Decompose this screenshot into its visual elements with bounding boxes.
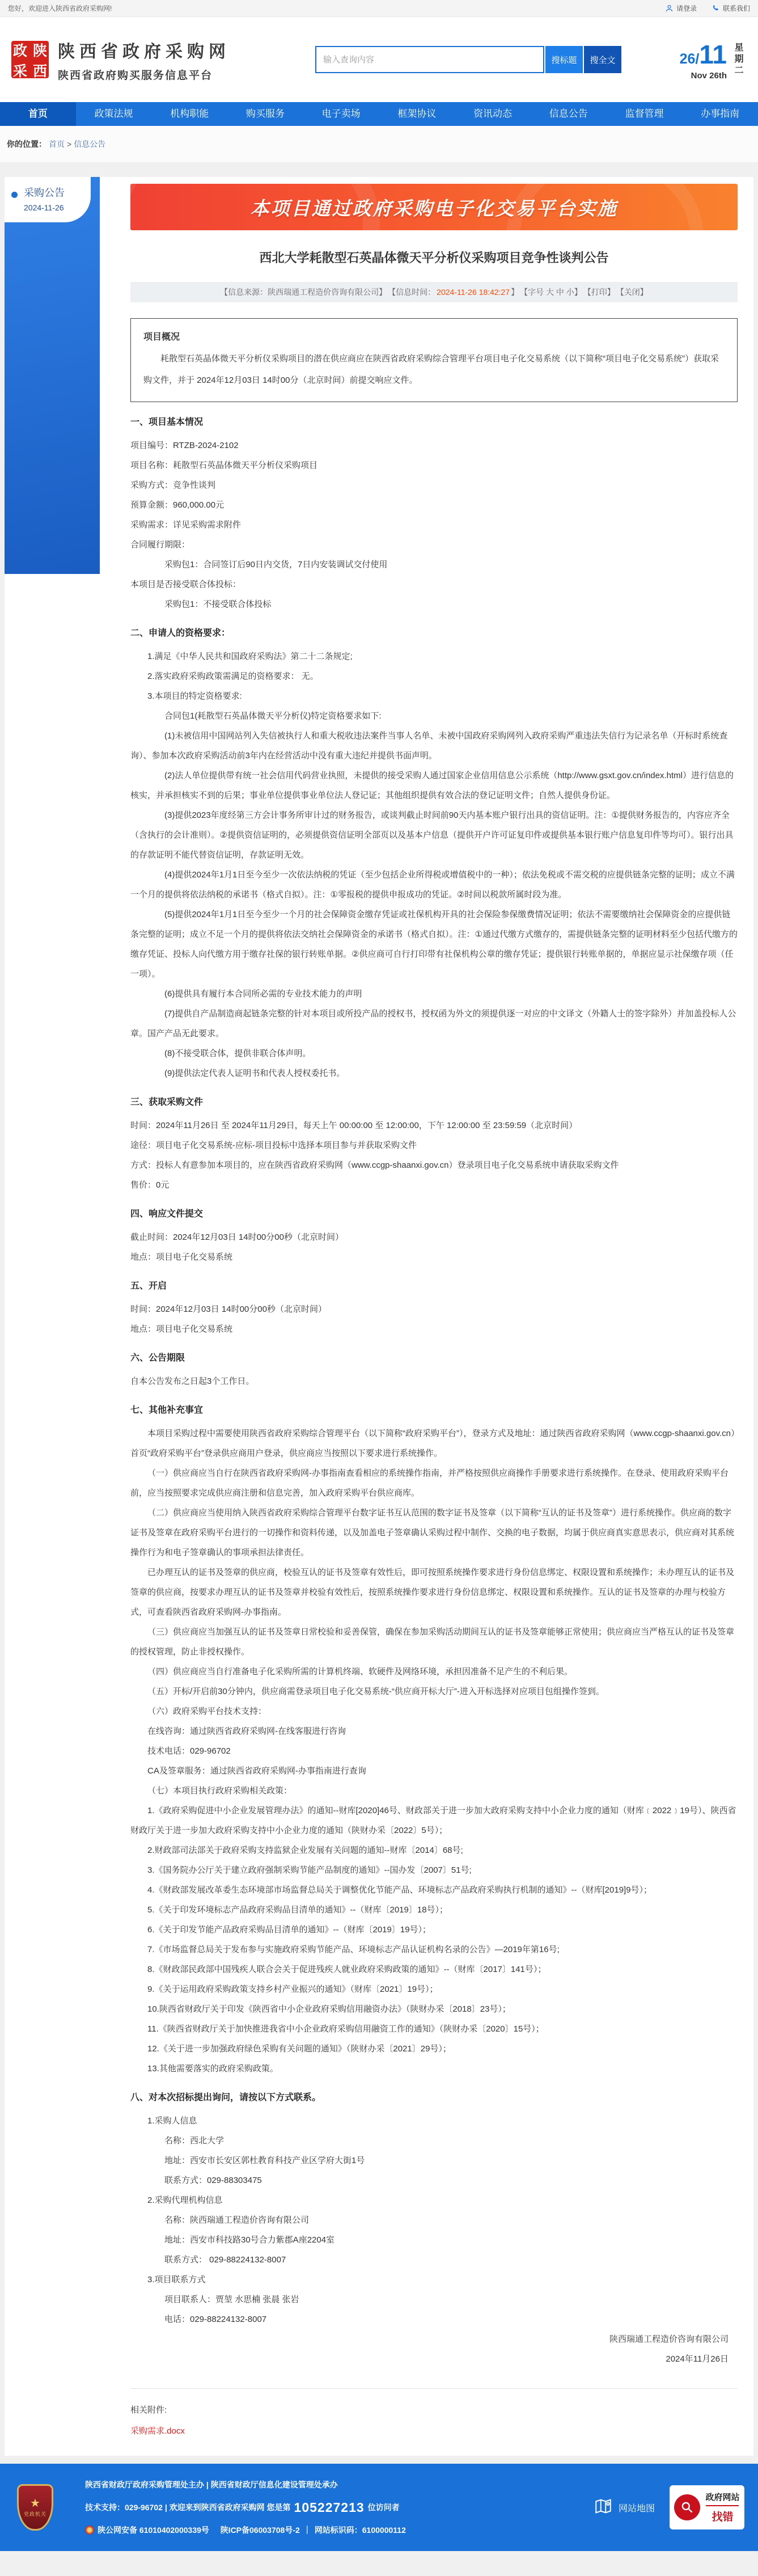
article-paragraph: 合同包1(耗散型石英晶体微天平分析仪)特定资格要求如下:: [164, 711, 382, 721]
article-paragraph: (1)未被信用中国网站列入失信被执行人和重大税收违法案件当事人名单、未被中国政府采购网列入政府采购严重违法失信行为记录名单（开标时系统查询）、参加本次政府采购活动前3年内在经营活动中没有重大违纪并提供书面声明。: [130, 731, 728, 761]
government-shield-icon: ★ 党政机关: [17, 2484, 53, 2531]
map-icon: [594, 2497, 613, 2519]
article-paragraph: 4.《财政部发展改革委生态环境部市场监督总局关于调整优化节能产品、环境标志产品政府采购执行机制的通知》--（财库[2019]9号）；: [147, 1885, 653, 1895]
article-paragraph: （一）供应商应当自行在陕西省政府采购网-办事指南查看相应的系统操作指南，并严格按照供应商操作手册要求进行系统操作。在登录、使用政府采购平台前，应当按照要求完成供应商注册和信息完善，加入政府采购平台供应商库。: [130, 1468, 729, 1498]
content-card: [5, 177, 753, 2456]
info-source: 【信息来源：陕西瑞通工程造价咨询有限公司】: [220, 288, 387, 297]
icp-record[interactable]: 陕ICP备06003708号-2: [220, 2526, 300, 2535]
article-paragraph: 时间：2024年11月26日 至 2024年11月29日，每天上午 00:00:00 至 12:00:00，下午 12:00:00 至 23:59:59（北京时间）: [130, 1121, 578, 1130]
article-paragraph: (5)提供2024年1月1日至今至少一个月的社会保障资金缴存凭证或社保机构开具的社会保险参保缴费情况证明；依法不需要缴纳社会保障资金的应提供链条完整的证明；成立不足一个月的提供将依法交纳社会保障资金的承诺书（格式自拟）。注：①通过代缴方式缴存的，需提供链条完整的证明材料至少包括代缴方的缴存凭证、投标人向代缴方用于缴存社保的银行转账单据。②供应商可自行打印带有社保机构公章的缴存凭证；提供银行转账单据的，单据应显示社保缴存项（任一项）。: [130, 910, 738, 979]
error-report-badge[interactable]: 政府网站 找错: [670, 2485, 744, 2529]
footer-right: [594, 2485, 744, 2529]
article-paragraph: (8)不接受联合体，提供非联合体声明。: [164, 1049, 311, 1058]
article-paragraph: （七）本项目执行政府采购相关政策：: [147, 1786, 293, 1796]
brand-text: [58, 37, 230, 82]
article-paragraph: (7)提供自产品制造商起链条完整的针对本项目或所投产品的授权书，授权函为外文的须提供逐一对应的中文译文（外籍人士的签字除外）并加盖投标人公章。国产产品无此要求。: [130, 1009, 736, 1038]
article-paragraph: 12.《关于进一步加强政府绿色采购有关问题的通知》（陕财办采〔2021〕29号）；: [147, 2044, 451, 2054]
site-logo: 政 陕 采 西: [10, 40, 50, 79]
date-english: Nov 26th: [691, 70, 727, 81]
platform-banner: 本项目通过政府采购电子化交易平台实施: [130, 184, 738, 230]
section-heading: 四、响应文件提交: [130, 1209, 204, 1219]
article-paragraph: 地址：西安市科技路30号合力紫郡A座2204室: [164, 2235, 335, 2245]
nav-item-信息公告[interactable]: 信息公告: [549, 108, 588, 119]
article-paragraph: 采购包1：不接受联合体投标: [164, 599, 272, 609]
main-nav: [0, 102, 758, 126]
attachment-link[interactable]: 采购需求.docx: [130, 2426, 185, 2436]
font-size-control[interactable]: 【字号 大 中 小】: [520, 288, 582, 297]
search-input[interactable]: [315, 46, 544, 73]
section-heading: 三、获取采购文件: [130, 1097, 204, 1107]
section-heading: 二、申请人的资格要求：: [130, 628, 231, 638]
section-heading: 八、对本次招标提出询问，请按以下方式联系。: [130, 2093, 321, 2102]
article-paragraph: 2.落实政府采购政策需满足的资格要求： 无。: [147, 672, 319, 681]
article-paragraph: 在线咨询：通过陕西省政府采购网-在线客服进行咨询: [147, 1726, 346, 1736]
article-paragraph: 8.《财政部民政部中国残疾人联合会关于促进残疾人就业政府采购政策的通知》--（财库〔2017〕141号）；: [147, 1965, 547, 1974]
article-paragraph: 时间：2024年12月03日 14时00分00秒（北京时间）: [130, 1304, 327, 1314]
footer-text: [85, 2473, 406, 2541]
attachment-section: [130, 2388, 738, 2436]
spacer: [0, 2456, 758, 2464]
article-paragraph: （三）供应商应当加强互认的证书及签章日常校验和妥善保管，确保在参加采购活动期间互认的证书及签章能够正常使用；供应商应当严格互认的证书及签章的授权管理，防止非授权操作。: [130, 1627, 735, 1657]
login-link[interactable]: 请登录: [665, 3, 697, 13]
article-paragraph: （五）开标/开启前30分钟内，供应商需登录项目电子化交易系统-“供应商开标大厅”-进入开标选择对应项目包组操作签到。: [147, 1687, 604, 1696]
article-paragraph: 1.满足《中华人民共和国政府采购法》第二十二条规定;: [147, 652, 353, 661]
weekday-label: 星期二: [733, 42, 743, 77]
article-paragraph: 2.财政部司法部关于政府采购支持监狱企业发展有关问题的通知--财库〔2014〕68号;: [147, 1846, 463, 1855]
page-title: 西北大学耗散型石英晶体微天平分析仪采购项目竞争性谈判公告: [259, 251, 609, 265]
attachment-label: 相关附件:: [130, 2405, 167, 2415]
article-paragraph: 2.采购代理机构信息: [147, 2195, 223, 2205]
article-paragraph: 陕西瑞通工程造价咨询有限公司: [609, 2334, 729, 2344]
article-paragraph: 自本公告发布之日起3个工作日。: [130, 1376, 255, 1386]
article-paragraph: (3)提供2023年度经第三方会计事务所审计过的财务报告，或谈判截止时间前90天内基本账户银行出具的资信证明。注：①提供财务报告的，内容应齐全（含执行的会计准则）。②提供资信证明的，必须提供资信证明全部页以及基本户信息（提供开户许可证复印件或提供基本银行账户信息复印件等均可）。银行出具的存款证明不能代替资信证明，存款证明无效。: [130, 810, 734, 860]
breadcrumb-current[interactable]: 信息公告: [74, 140, 106, 149]
article-paragraph: 1.《政府采购促进中小企业发展管理办法》的通知--财库[2020]46号、财政部关于进一步加大政府采购支持中小企业力度的通知（财库﹝2022﹞19号）、陕西省财政厅关于进一步加大政府采购支持中小企业力度的通知（陕财办采〔2022〕5号）；: [130, 1806, 736, 1835]
nav-item-机构职能[interactable]: 机构职能: [170, 108, 209, 119]
nav-item-购买服务[interactable]: 购买服务: [245, 108, 285, 119]
article-paragraph: (6)提供具有履行本合同所必需的专业技术能力的声明: [164, 989, 362, 999]
nav-item-资讯动态[interactable]: 资讯动态: [473, 108, 513, 119]
article-paragraph: 地点：项目电子化交易系统: [130, 1252, 233, 1262]
footer-organizer: 陕西省财政厅政府采购管理处主办 | 陕西省财政厅信息化建设管理处承办: [85, 2480, 338, 2489]
site-header: [0, 17, 758, 102]
close-button[interactable]: 【关闭】: [616, 288, 648, 297]
footer-registration: 陕公网安备 61010402000339号 陕ICP备06003708号-2 ｜ 网站标识码：6100000112: [85, 2519, 406, 2541]
article-paragraph: 本项目采购过程中需要使用陕西省政府采购综合管理平台（以下简称“政府采购平台”），登录方式及地址：通过陕西省政府采购网（www.ccgp-shaanxi.gov.cn）首页“政府采购平台”登录供应商用户登录，供应商应当按照以下要求进行系统操作。: [130, 1429, 735, 1458]
article-paragraph: （四）供应商应当自行准备电子化采购所需的计算机终端、软硬件及网络环境，承担因准备不足产生的不利后果。: [147, 1667, 573, 1676]
bullet-icon: [11, 192, 18, 198]
breadcrumb-home[interactable]: 首页: [49, 140, 65, 149]
sidebar-item-procurement-notice[interactable]: 采购公告 2024-11-26: [5, 177, 91, 222]
article-paragraph: 名称：陕西瑞通工程造价咨询有限公司: [164, 2215, 310, 2225]
article-paragraph: 1.采购人信息: [147, 2116, 197, 2126]
police-badge-icon: [85, 2526, 94, 2535]
article-paragraph: 电话：029-88224132-8007: [164, 2315, 267, 2324]
print-button[interactable]: 【打印】: [583, 288, 615, 297]
overview-title: 项目概况: [143, 332, 180, 342]
article-paragraph: (2)法人单位提供带有统一社会信用代码营业执照，未提供的接受采购人通过国家企业信用信息公示系统（http://www.gsxt.gov.cn/index.html）进行信息的核实，并承担核实不到的后果；事业单位提供事业单位法人登记证；其他组织提供有效合法的登记证明文件；自然人提供身份证。: [130, 771, 734, 800]
article-paragraph: 本项目是否接受联合体投标：: [130, 580, 242, 589]
article-paragraph: 技术电话：029-96702: [147, 1746, 231, 1756]
topbar-actions: [665, 3, 750, 13]
section-heading: 五、开启: [130, 1281, 167, 1291]
search-fulltext-button[interactable]: 搜全文: [584, 46, 621, 73]
nav-item-办事指南[interactable]: 办事指南: [701, 108, 740, 119]
contact-link[interactable]: 联系我们: [712, 3, 750, 13]
info-time: 2024-11-26 18:42:27: [437, 288, 510, 297]
article-paragraph: 7.《市场监督总局关于发布参与实施政府采购节能产品、环境标志产品认证机构名录的公告》—2019年第16号;: [147, 1945, 560, 1954]
article-paragraph: 11.《陕西省财政厅关于加快推进我省中小企业政府采购信用融资工作的通知》（陕财办采〔2020〕15号）；: [147, 2024, 544, 2034]
date-numbers: 26/11 Nov 26th: [679, 39, 727, 81]
article-paragraph: 采购包1：合同签订后90日内交货，7日内安装调试交付使用: [164, 560, 388, 569]
article-paragraph: 方式：投标人有意参加本项目的，应在陕西省政府采购网（www.ccgp-shaanxi.gov.cn）登录项目电子化交易系统申请获取采购文件: [130, 1160, 619, 1170]
phone-icon: [712, 4, 720, 12]
nav-item-监督管理[interactable]: 监督管理: [625, 108, 664, 119]
nav-item-电子卖场[interactable]: 电子卖场: [321, 108, 361, 119]
article-paragraph: 项目名称：耗散型石英晶体微天平分析仪采购项目: [130, 461, 318, 470]
site-subtitle: 陕西省政府购买服务信息平台: [58, 69, 213, 82]
article-paragraph: (9)提供法定代表人证明书和代表人授权委托书。: [164, 1069, 345, 1078]
article-paragraph: 合同履行期限：: [130, 540, 190, 550]
site-footer: [0, 2464, 758, 2551]
article-body: [130, 412, 738, 2369]
section-heading: 七、其他补充事宜: [130, 1405, 204, 1415]
sitemap-link[interactable]: 网站地图: [594, 2497, 655, 2519]
security-record[interactable]: 陕公网安备 61010402000339号: [98, 2526, 209, 2535]
brand: [10, 37, 230, 82]
sidebar: [5, 177, 100, 574]
article: [100, 177, 753, 2436]
article-paragraph: 地点：项目电子化交易系统: [130, 1324, 233, 1334]
article-meta-bar: 【信息来源：陕西瑞通工程造价咨询有限公司】 【信息时间： 2024-11-26 18:42:27 】 【字号 大 中 小】 【打印】 【关闭】: [130, 282, 738, 302]
article-paragraph: 9.《关于运用政府采购政策支持乡村产业振兴的通知》（财库〔2021〕19号）；: [147, 1984, 438, 1994]
sidebar-date: 2024-11-26: [24, 203, 64, 212]
article-paragraph: 联系方式： 029-88224132-8007: [164, 2255, 286, 2265]
article-paragraph: 6.《关于印发节能产品政府采购品目清单的通知》--（财库〔2019〕19号）；: [147, 1925, 431, 1935]
nav-item-首页[interactable]: 首页: [0, 102, 76, 126]
welcome-text: 您好，欢迎进入陕西省政府采购网!: [8, 5, 112, 12]
project-overview-box: [130, 318, 738, 402]
section-heading: 一、项目基本情况: [130, 417, 204, 427]
breadcrumb: 你的位置： 首页 > 信息公告: [0, 126, 758, 162]
article-paragraph: CA及签章服务：通过陕西省政府采购网-办事指南进行查询: [147, 1766, 366, 1776]
magnifier-icon: [674, 2494, 700, 2520]
article-paragraph: 名称：西北大学: [164, 2136, 225, 2146]
article-paragraph: 5.《关于印发环境标志产品政府采购品目清单的通知》--（财库〔2019〕18号）；: [147, 1905, 448, 1915]
section-heading: 六、公告期限: [130, 1353, 185, 1363]
article-paragraph: 3.本项目的特定资格要求:: [147, 691, 242, 701]
footer-visitors: 技术支持：029-96702 | 欢迎来到陕西省政府采购网 您是第 105227213 位访问者: [85, 2496, 406, 2519]
article-paragraph: 项目联系人：贾堃 水思楠 张晨 张岩: [164, 2295, 299, 2304]
nav-item-政策法规[interactable]: 政策法规: [94, 108, 133, 119]
search-bar: [315, 46, 621, 73]
article-paragraph: 项目编号：RTZB-2024-2102: [130, 441, 239, 450]
search-title-button[interactable]: 搜标题: [545, 46, 583, 73]
user-icon: [665, 4, 674, 12]
article-paragraph: 3.项目联系方式: [147, 2275, 206, 2284]
date-widget: [680, 39, 748, 81]
article-paragraph: 13.其他需要落实的政府采购政策。: [147, 2064, 278, 2074]
article-paragraph: 3.《国务院办公厅关于建立政府强制采购节能产品制度的通知》--国办发〔2007〕51号;: [147, 1865, 472, 1875]
article-paragraph: （六）政府采购平台技术支持：: [147, 1707, 267, 1716]
article-paragraph: 2024年11月26日: [666, 2354, 729, 2364]
nav-item-框架协议[interactable]: 框架协议: [397, 108, 437, 119]
article-paragraph: (4)提供2024年1月1日至今至少一次依法纳税的凭证（至少包括企业所得税或增值税中的一种）；依法免税或不需交税的应提供链条完整的证明；成立不满一个月的提供将依法纳税的承诺书（格式自拟）。注：①零报税的提供申报成功的凭证。②时间以税款所属时段为准。: [130, 870, 735, 900]
site-title: 陕西省政府采购网: [58, 42, 230, 61]
visitor-count: 105227213: [294, 2500, 365, 2515]
article-paragraph: 联系方式：029-88303475: [164, 2176, 262, 2185]
article-paragraph: 采购方式：竞争性谈判: [130, 480, 216, 490]
overview-text: 耗散型石英晶体微天平分析仪采购项目的潜在供应商应在陕西省政府采购综合管理平台项目电子化交易系统（以下简称“项目电子化交易系统”）获取采购文件，并于 2024年12月03日 14时00分（北京时间）前提交响应文件。: [143, 354, 719, 385]
article-paragraph: 途径：项目电子化交易系统-应标-项目投标中选择本项目参与并获取采购文件: [130, 1141, 417, 1150]
spacer: [0, 162, 758, 177]
article-paragraph: 预算金额：960,000.00元: [130, 500, 225, 510]
article-paragraph: 地址：西安市长安区郭杜教育科技产业区学府大街1号: [164, 2156, 365, 2165]
article-paragraph: 售价：0元: [130, 1180, 170, 1190]
article-paragraph: 10.陕西省财政厅关于印发《陕西省中小企业政府采购信用融资办法》（陕财办采〔2018〕23号）；: [147, 2004, 511, 2014]
article-paragraph: 采购需求：详见采购需求附件: [130, 520, 242, 530]
article-paragraph: 截止时间：2024年12月03日 14时00分00秒（北京时间）: [130, 1232, 344, 1242]
topbar: [0, 0, 758, 17]
article-paragraph: 已办理互认的证书及签章的供应商，校验互认的证书及签章有效性后，即可按照系统操作要求进行身份信息绑定、权限设置和系统操作；未办理互认的证书及签章的供应商，按要求办理互认的证书及签章并校验有效性后，按照系统操作要求进行身份信息绑定、权限设置和系统操作。互认的证书及签章的办理与校验方式，可查看陕西省政府采购网-办事指南。: [130, 1568, 735, 1617]
site-code: 网站标识码：6100000112: [314, 2526, 406, 2535]
article-paragraph: （二）供应商应当使用纳入陕西省政府采购综合管理平台数字证书互认范围的数字证书及签章（以下简称“互认的证书及签章”）进行系统操作。供应商的数字证书及签章在政府采购平台进行的一切操作和资料传递，以及加盖电子签章确认采购过程中制作、交换的电子数据，均属于供应商真实意思表示，供应商对其系统操作行为和电子签章确认的事项承担法律责任。: [130, 1508, 735, 1557]
